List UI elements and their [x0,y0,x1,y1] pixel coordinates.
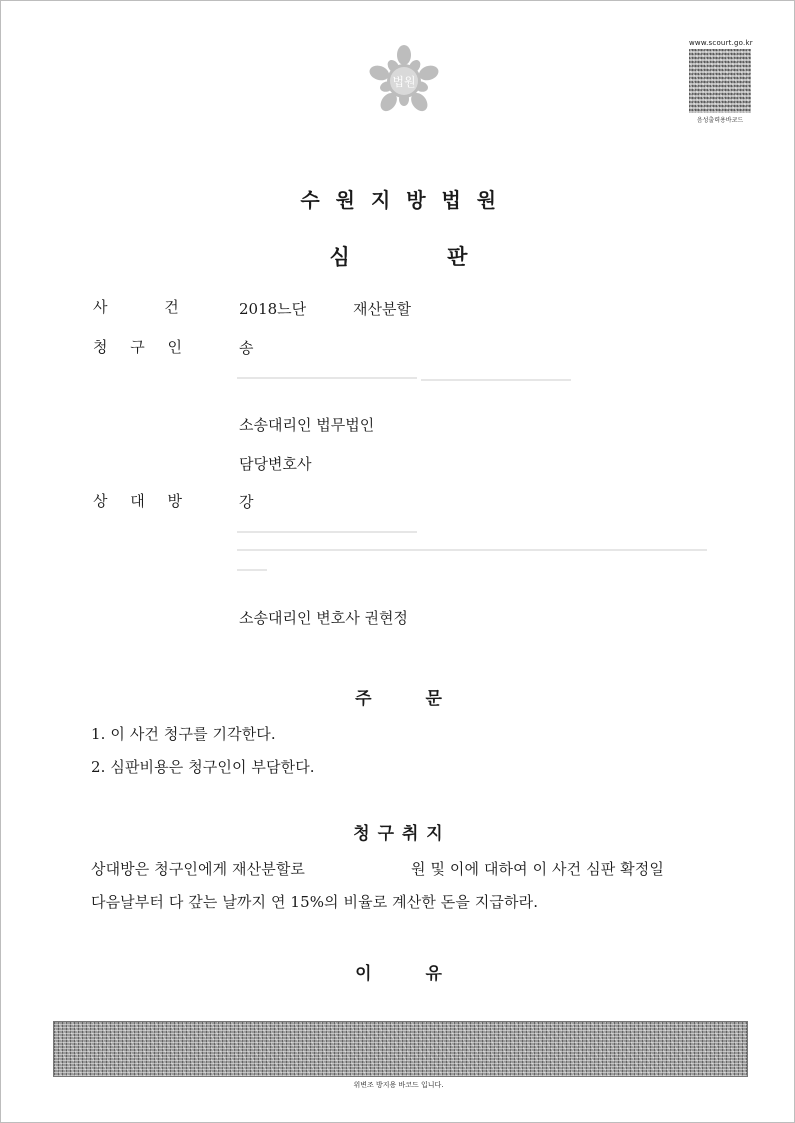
claimant-attorney: 담당변호사 [239,455,312,473]
case-number: 2018느단 [239,300,307,318]
claimant-agent: 소송대리인 법무법인 [239,416,375,434]
case-label: 사 건 [93,298,179,316]
court-name: 수 원 지 방 법 원 [300,188,497,212]
emblem-text: 법원 [392,75,416,89]
claim-line-1a: 상대방은 청구인에게 재산분할로 [91,860,305,878]
court-emblem-icon [366,41,442,117]
court-url: www.scourt.go.kr [689,39,753,47]
redacted-address [237,377,417,379]
respondent-label: 상 대 방 [93,492,183,510]
claim-title: 청 구 취 지 [353,824,444,844]
ruling-title: 주 문 [355,689,442,709]
claimant-name: 송 [239,339,254,357]
redacted-address [421,379,571,381]
barcode-caption: 위변조 방지용 바코드 입니다. [353,1081,444,1089]
redacted-address [237,549,707,551]
redacted-address [237,531,417,533]
qr-code-block [689,39,751,124]
case-name: 재산분할 [353,300,411,318]
respondent-agent: 소송대리인 변호사 권현정 [239,609,408,627]
qr-caption: 음성출력용바코드 [696,117,744,124]
reason-title: 이 유 [355,964,442,984]
respondent-name: 강 [239,493,254,511]
anti-forgery-barcode [53,1021,748,1077]
ruling-item-2: 2. 심판비용은 청구인이 부담한다. [91,758,315,776]
claim-line-1b: 원 및 이에 대하여 이 사건 심판 확정일 [411,860,664,878]
redacted-address [237,569,267,571]
claimant-label: 청 구 인 [93,338,183,356]
claim-line-2: 다음날부터 다 갚는 날까지 연 15%의 비율로 계산한 돈을 지급하라. [91,893,539,911]
document-type: 심 판 [329,245,468,269]
ruling-item-1: 1. 이 사건 청구를 기각한다. [91,725,276,743]
qr-code-image [689,49,751,113]
